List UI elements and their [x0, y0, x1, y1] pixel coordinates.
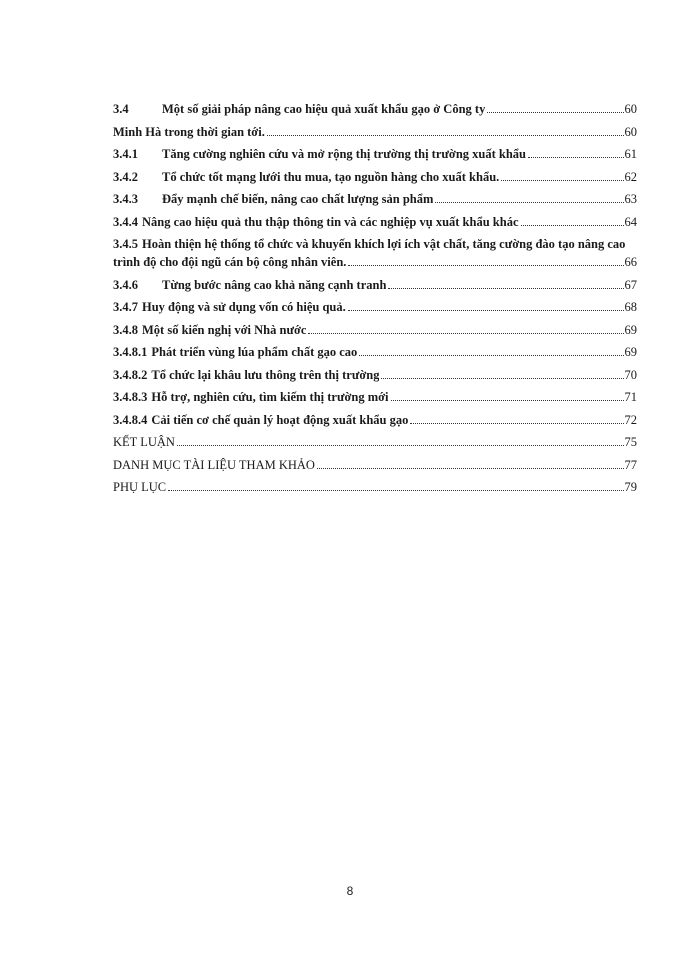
dot-leader [521, 225, 624, 226]
toc-number: 3.4.8.3 [113, 390, 148, 404]
toc-title: Tăng cường nghiên cứu và mở rộng thị trường thị trường xuất khẩu [162, 147, 526, 161]
dot-leader [348, 265, 623, 266]
toc-page: 63 [624, 192, 637, 206]
toc-page: 69 [624, 345, 637, 359]
toc-page: 72 [624, 412, 637, 427]
table-of-contents [113, 100, 637, 501]
toc-title: PHỤ LỤC [113, 480, 167, 494]
dot-leader [177, 445, 624, 446]
toc-number: 3.4.8 [113, 322, 138, 337]
page-number: 8 [346, 884, 354, 898]
toc-entry-3-4-8-2[interactable] [113, 366, 637, 384]
dot-leader [388, 288, 623, 289]
toc-page: 61 [624, 147, 637, 161]
toc-entry-3-4-5[interactable] [113, 235, 637, 271]
toc-entry-ket-luan[interactable] [113, 433, 637, 451]
dot-leader [267, 135, 624, 136]
toc-title: Tổ chức tốt mạng lưới thu mua, tạo nguồn hàng cho xuất khẩu. [162, 169, 500, 184]
toc-number: 3.4.6 [113, 277, 138, 292]
dot-leader [381, 378, 623, 379]
toc-entry-3-4-continued[interactable] [113, 123, 637, 141]
toc-title-continued: trình độ cho đội ngũ cán bộ công nhân viên. [113, 255, 347, 269]
toc-entry-3-4-3[interactable] [113, 190, 637, 208]
toc-title: Phát triển vùng lúa phẩm chất gạo cao [151, 345, 358, 359]
toc-page: 60 [624, 102, 637, 116]
toc-entry-references[interactable] [113, 456, 637, 474]
toc-title: KẾT LUẬN [113, 435, 175, 449]
toc-title: Một số kiến nghị với Nhà nước [142, 322, 307, 337]
dot-leader [391, 400, 624, 401]
dot-leader [168, 490, 623, 491]
toc-entry-3-4-8-3[interactable] [113, 388, 637, 406]
toc-page: 77 [624, 457, 637, 472]
dot-leader [348, 310, 624, 311]
toc-page: 60 [624, 124, 637, 139]
toc-page: 67 [624, 277, 637, 292]
toc-page: 70 [624, 367, 637, 382]
toc-title: Minh Hà trong thời gian tới. [113, 124, 265, 139]
toc-number: 3.4.4 [113, 214, 138, 229]
toc-entry-3-4-8[interactable] [113, 321, 637, 339]
toc-title: Huy động và sử dụng vốn có hiệu quả. [142, 300, 346, 314]
toc-page: 62 [624, 169, 637, 184]
toc-title: Từng bước nâng cao khả năng cạnh tranh [162, 277, 387, 292]
toc-number: 3.4.8.1 [113, 345, 148, 359]
toc-page: 79 [624, 480, 637, 494]
toc-page: 69 [624, 322, 637, 337]
toc-entry-3-4[interactable] [113, 100, 637, 118]
dot-leader [435, 202, 623, 203]
toc-page: 68 [624, 300, 637, 314]
toc-entry-3-4-1[interactable] [113, 145, 637, 163]
toc-number: 3.4.3 [113, 192, 138, 206]
toc-number: 3.4.5 [113, 237, 138, 251]
toc-page: 64 [624, 214, 637, 229]
dot-leader [410, 423, 623, 424]
toc-page: 66 [624, 255, 637, 269]
toc-entry-3-4-2[interactable] [113, 168, 637, 186]
toc-page: 75 [624, 435, 637, 449]
toc-number: 3.4.8.4 [113, 412, 148, 427]
toc-number: 3.4.8.2 [113, 367, 148, 382]
dot-leader [501, 180, 623, 181]
toc-title: Một số giải pháp nâng cao hiệu quả xuất khẩu gạo ở Công ty [162, 102, 486, 116]
toc-title: Nâng cao hiệu quả thu thập thông tin và các nghiệp vụ xuất khẩu khác [142, 214, 519, 229]
toc-entry-3-4-7[interactable] [113, 298, 637, 316]
toc-entry-3-4-6[interactable] [113, 276, 637, 294]
toc-entry-3-4-4[interactable] [113, 213, 637, 231]
toc-page: 71 [624, 390, 637, 404]
toc-title: Hoàn thiện hệ thống tổ chức và khuyến khích lợi ích vật chất, tăng cường đào tạo nâng cao [142, 237, 626, 251]
toc-title: DANH MỤC TÀI LIỆU THAM KHẢO [113, 457, 315, 472]
dot-leader [359, 355, 623, 356]
dot-leader [487, 112, 623, 113]
dot-leader [308, 333, 623, 334]
toc-title: Hỗ trợ, nghiên cứu, tìm kiếm thị trường mới [151, 390, 389, 404]
dot-leader [317, 468, 624, 469]
toc-number: 3.4.1 [113, 147, 138, 161]
toc-title: Tổ chức lại khâu lưu thông trên thị trường [151, 367, 380, 382]
toc-number: 3.4.7 [113, 300, 138, 314]
toc-number: 3.4 [113, 102, 129, 116]
toc-number: 3.4.2 [113, 169, 138, 184]
toc-entry-appendix[interactable] [113, 478, 637, 496]
toc-entry-3-4-8-1[interactable] [113, 343, 637, 361]
toc-title: Cải tiến cơ chế quản lý hoạt động xuất khẩu gạo [151, 412, 409, 427]
toc-entry-3-4-8-4[interactable] [113, 411, 637, 429]
toc-title: Đẩy mạnh chế biến, nâng cao chất lượng sản phẩm [162, 192, 434, 206]
dot-leader [528, 157, 624, 158]
